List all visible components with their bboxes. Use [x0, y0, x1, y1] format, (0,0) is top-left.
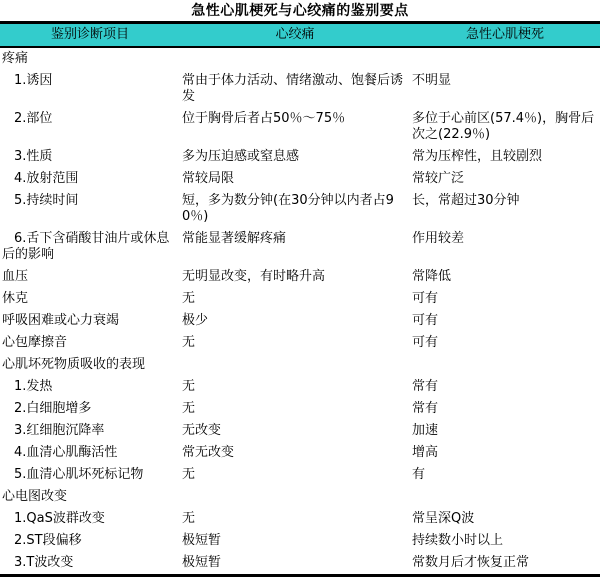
ami-cell	[410, 486, 600, 508]
ami-cell: 常有	[412, 401, 439, 416]
angina-cell: 多为压迫感或窒息感	[182, 149, 300, 164]
table-row	[0, 464, 600, 486]
angina-cell: 无明显改变，有时略升高	[182, 269, 326, 284]
ami-cell: 可有	[412, 335, 439, 350]
angina-cell: 极短暂	[182, 555, 222, 570]
item-cell: 3.T波改变	[14, 555, 74, 570]
item-cell: 心肌坏死物质吸收的表现	[2, 357, 146, 372]
ami-cell: 可有	[412, 313, 439, 328]
table-row	[0, 420, 600, 442]
item-cell: 6.舌下含硝酸甘油片或休息后的影响	[2, 231, 170, 262]
header-ami-column: 急性心肌梗死	[410, 23, 600, 48]
table-row	[0, 376, 600, 398]
differential-diagnosis-table	[0, 21, 600, 577]
table-row	[0, 354, 600, 376]
table-row	[0, 190, 600, 228]
angina-cell	[180, 47, 410, 70]
angina-cell: 无	[182, 401, 196, 416]
ami-cell: 常为压榨性，且较剧烈	[412, 149, 543, 164]
ami-cell: 可有	[412, 291, 439, 306]
item-cell: 血压	[2, 269, 29, 284]
ami-cell: 常较广泛	[412, 171, 465, 186]
table-header-row	[0, 23, 600, 48]
ami-cell: 多位于心前区(57.4％)，胸骨后次之(22.9％)	[412, 111, 595, 142]
table-body	[0, 47, 600, 576]
item-cell: 1.发热	[14, 379, 53, 394]
angina-cell	[180, 486, 410, 508]
angina-cell: 位于胸骨后者占50％～75％	[182, 111, 346, 126]
table-row	[0, 146, 600, 168]
table-row	[0, 310, 600, 332]
ami-cell: 加速	[412, 423, 439, 438]
table-row	[0, 47, 600, 70]
angina-cell: 极少	[182, 313, 209, 328]
angina-cell: 常较局限	[182, 171, 235, 186]
ami-cell: 作用较差	[412, 231, 465, 246]
item-cell: 5.持续时间	[14, 193, 79, 208]
item-cell: 2.白细胞增多	[14, 401, 92, 416]
ami-cell: 有	[412, 467, 426, 482]
table-row	[0, 168, 600, 190]
item-cell: 休克	[2, 291, 29, 306]
ami-cell: 常降低	[412, 269, 452, 284]
table-row	[0, 332, 600, 354]
angina-cell: 无	[182, 291, 196, 306]
table-row	[0, 508, 600, 530]
item-cell: 3.红细胞沉降率	[14, 423, 105, 438]
table-row	[0, 442, 600, 464]
angina-cell: 无	[182, 379, 196, 394]
angina-cell	[180, 354, 410, 376]
ami-cell: 常数月后才恢复正常	[412, 555, 530, 570]
item-cell: 4.血清心肌酶活性	[14, 445, 118, 460]
ami-cell: 长，常超过30分钟	[412, 193, 520, 208]
angina-cell: 常能显著缓解疼痛	[182, 231, 287, 246]
item-cell: 4.放射范围	[14, 171, 79, 186]
item-cell: 3.性质	[14, 149, 53, 164]
table-row	[0, 228, 600, 266]
ami-cell	[410, 354, 600, 376]
angina-cell: 短，多为数分钟(在30分钟以内者占90％)	[182, 193, 394, 224]
item-cell: 疼痛	[2, 51, 29, 66]
header-angina-column: 心绞痛	[180, 23, 410, 48]
angina-cell: 极短暂	[182, 533, 222, 548]
ami-cell	[410, 47, 600, 70]
table-row	[0, 398, 600, 420]
table-row	[0, 266, 600, 288]
ami-cell: 持续数小时以上	[412, 533, 504, 548]
ami-cell: 增高	[412, 445, 439, 460]
table-row	[0, 288, 600, 310]
angina-cell: 无	[182, 511, 196, 526]
ami-cell: 常呈深Q波	[412, 511, 475, 526]
item-cell: 2.ST段偏移	[14, 533, 82, 548]
page-title: 急性心肌梗死与心绞痛的鉴别要点	[191, 3, 409, 19]
item-cell: 1.QaS波群改变	[14, 511, 105, 526]
angina-cell: 无改变	[182, 423, 222, 438]
table-row	[0, 70, 600, 108]
angina-cell: 无	[182, 467, 196, 482]
table-row	[0, 530, 600, 552]
header-diagnosis-item-column: 鉴别诊断项目	[0, 23, 180, 48]
angina-cell: 常由于体力活动、情绪激动、饱餐后诱发	[182, 73, 404, 104]
item-cell: 2.部位	[14, 111, 53, 126]
table-row	[0, 486, 600, 508]
item-cell: 心包摩擦音	[2, 335, 68, 350]
item-cell: 呼吸困难或心力衰竭	[2, 313, 120, 328]
angina-cell: 无	[182, 335, 196, 350]
angina-cell: 常无改变	[182, 445, 235, 460]
ami-cell: 不明显	[412, 73, 452, 88]
table-row	[0, 552, 600, 576]
item-cell: 心电图改变	[2, 489, 68, 504]
table-row	[0, 108, 600, 146]
item-cell: 5.血清心肌坏死标记物	[14, 467, 144, 482]
ami-cell: 常有	[412, 379, 439, 394]
item-cell: 1.诱因	[14, 73, 53, 88]
